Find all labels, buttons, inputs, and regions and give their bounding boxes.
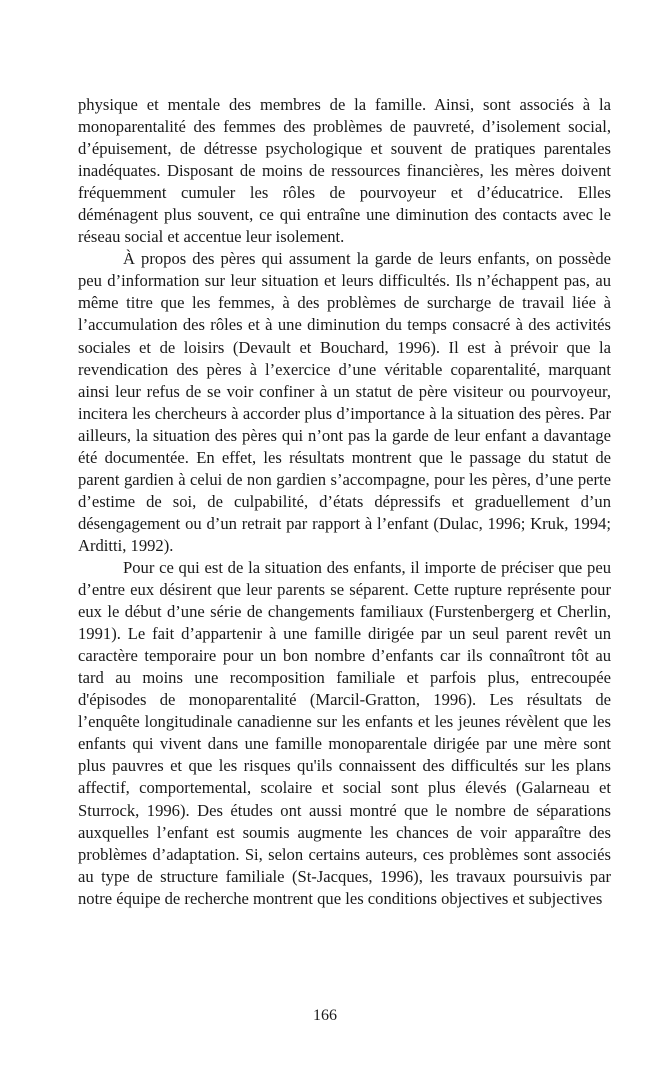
page-number: 166 bbox=[313, 1007, 337, 1024]
paragraph-children: Pour ce qui est de la situation des enfants, il importe de préciser que peu d’entre eux désirent que leur parents se séparent. Cette rupture représente pour eux le début d’une série de changements familiaux (Furstenbergerg et Cherlin, 1991). Le fait d’appartenir à une famille dirigée par un seul parent revêt un caractère temporaire pour un bon nombre d’enfants car ils connaîtront tôt au tard au moins une recomposition familiale et parfois plus, entrecoupée d'épisodes de monoparentalité (Marcil-Gratton, 1996). Les résultats de l’enquête longitudinale canadienne sur les enfants et les jeunes révèlent que les enfants qui vivent dans une famille monoparentale dirigée par une mère sont plus pauvres et que les risques qu'ils connaissent des difficultés sur les plans affectif, comportemental, scolaire et social sont plus élevés (Galarneau et Sturrock, 1996). Des études ont aussi montré que le nombre de séparations auxquelles l’enfant est soumis augmente les chances de voir apparaître des problèmes d’adaptation. Si, selon certains auteurs, ces problèmes sont associés au type de structure familiale (St-Jacques, 1996), les travaux poursuivis par notre équipe de recherche montrent que les conditions objectives et subjectives bbox=[78, 557, 611, 908]
page-body bbox=[78, 94, 611, 910]
paragraph-mothers: physique et mentale des membres de la famille. Ainsi, sont associés à la monoparentalité des femmes des problèmes de pauvreté, d’isolement social, d’épuisement, de détresse psychologique et souvent de pratiques parentales inadéquates. Disposant de moins de ressources financières, les mères doivent fréquemment cumuler les rôles de pourvoyeur et d’éducatrice. Elles déménagent plus souvent, ce qui entraîne une diminution des contacts avec le réseau social et accentue leur isolement. bbox=[78, 95, 611, 247]
paragraph-fathers: À propos des pères qui assument la garde de leurs enfants, on possède peu d’information sur leur situation et leurs difficultés. Ils n’échappent pas, au même titre que les femmes, à des problèmes de surcharge de travail liée à l’accumulation des rôles et à une diminution du temps consacré à des activités sociales et de loisirs (Devault et Bouchard, 1996). Il est à prévoir que la revendication des pères à l’exercice d’une véritable coparentalité, marquant ainsi leur refus de se voir confiner à un statut de père visiteur ou pourvoyeur, incitera les chercheurs à accorder plus d’importance à la situation des pères. Par ailleurs, la situation des pères qui n’ont pas la garde de leur enfant a davantage été documentée. En effet, les résultats montrent que le passage du statut de parent gardien à celui de non gardien s’accompagne, pour les pères, d’une perte d’estime de soi, de culpabilité, d’états dépressifs et graduellement d’un désengagement ou d’un retrait par rapport à l’enfant (Dulac, 1996; Kruk, 1994; Arditti, 1992). bbox=[78, 249, 611, 555]
